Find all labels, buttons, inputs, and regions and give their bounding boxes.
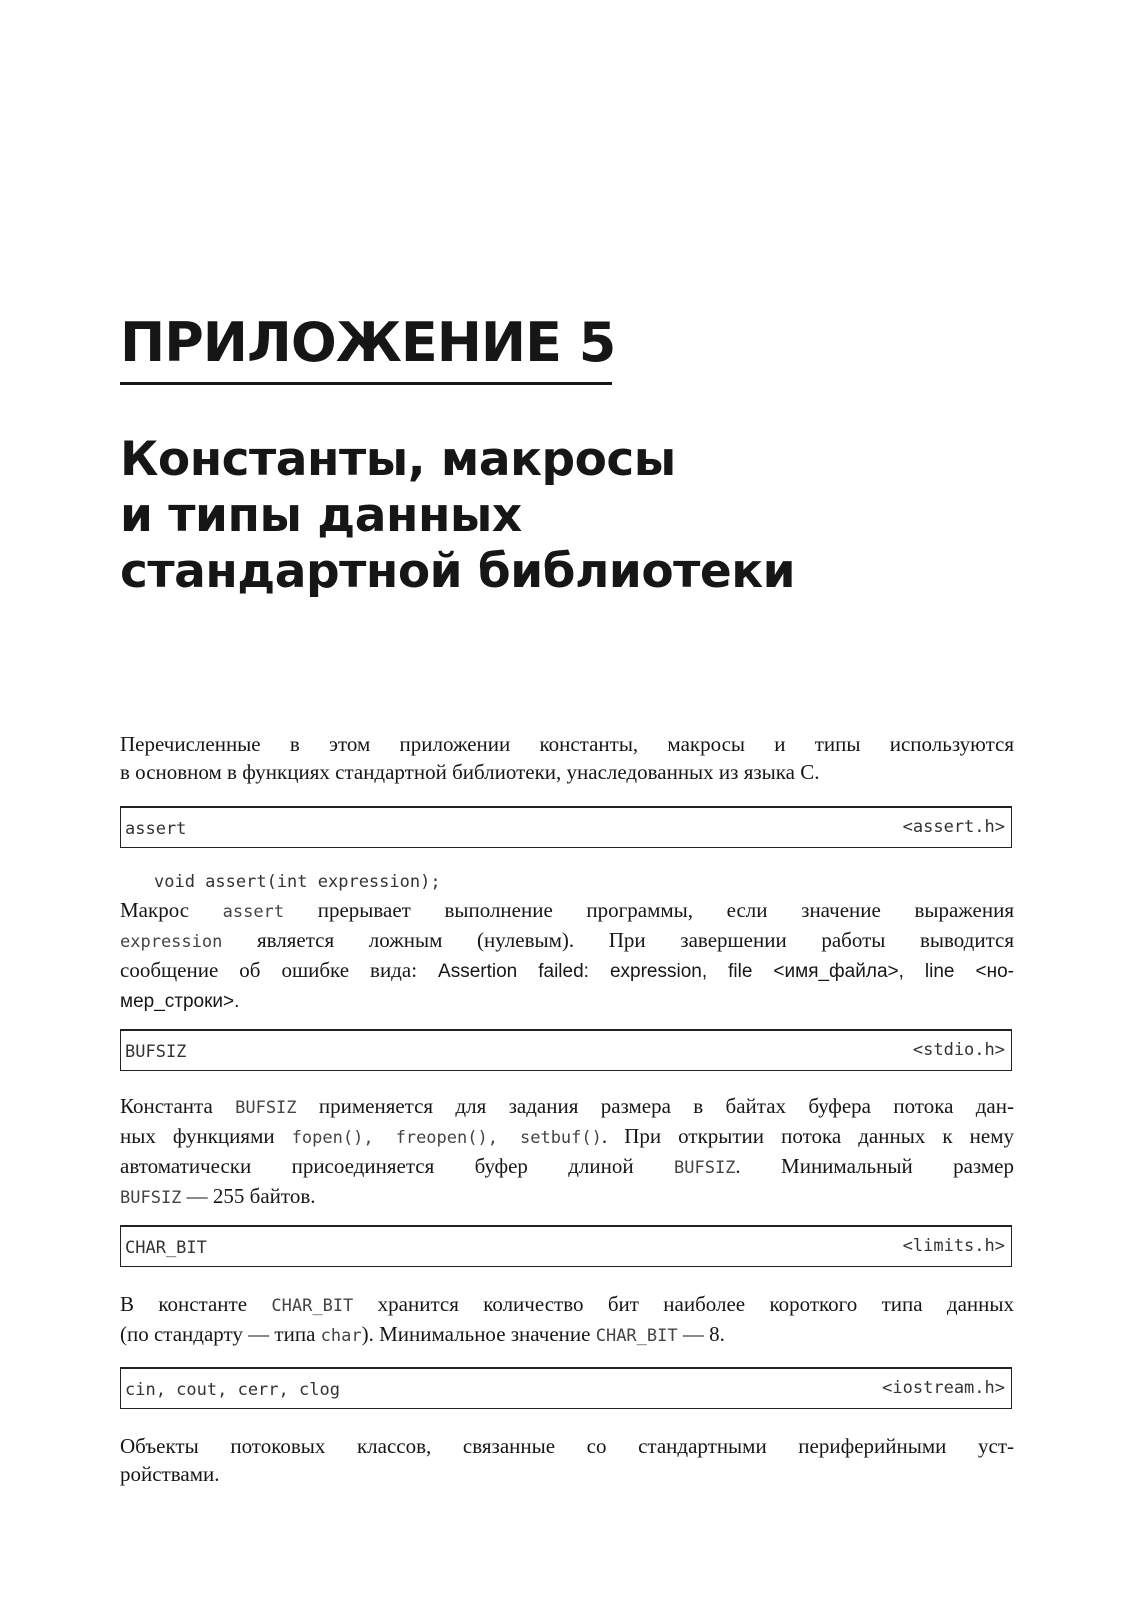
text-run: автоматически присоединяется буфер длиной <box>120 1154 674 1178</box>
code-run: char <box>320 1326 362 1346</box>
sans-run: Assertion failed: expression, file <имя_файла>, line <но- <box>438 961 1014 982</box>
code-run: CHAR_BIT <box>595 1326 678 1346</box>
bufsiz-desc-line-2 <box>120 1122 1014 1152</box>
text-run: . При открытии потока данных к нему <box>601 1124 1015 1148</box>
sans-run: мер_строки>. <box>120 991 240 1012</box>
chapter-title-line-3: стандартной библиотеки <box>120 544 796 599</box>
code-run: assert <box>222 902 285 922</box>
text-run: применяется для задания размера в байтах буфера потока дан- <box>296 1094 1014 1118</box>
streams-description <box>120 1432 1014 1488</box>
streams-desc-line-1: Объекты потоковых классов, связанные со стандартными периферийными уст- <box>120 1434 1014 1458</box>
assert-desc-line-1 <box>120 896 1014 926</box>
text-run: Макрос <box>120 898 223 922</box>
text-run: хранится количество бит наиболее короткого типа данных <box>353 1292 1014 1316</box>
entry-header-file: <assert.h> <box>902 817 1005 837</box>
assert-desc-line-2 <box>120 926 1014 956</box>
chapter-title-line-1: Константы, макросы <box>120 432 676 487</box>
char-bit-description <box>120 1290 1014 1350</box>
text-run: является ложным (нулевым). При завершении работы выводится <box>222 928 1014 952</box>
intro-line-2: в основном в функциях стандартной библиотеки, унаследованных из языка С. <box>120 760 820 784</box>
appendix-label: ПРИЛОЖЕНИЕ 5 <box>120 311 616 374</box>
char-bit-desc-line-1 <box>120 1290 1014 1320</box>
assert-desc-line-3 <box>120 956 1014 986</box>
assert-signature: void assert(int expression); <box>154 872 441 892</box>
code-run: BUFSIZ <box>235 1098 297 1118</box>
assert-description <box>120 896 1014 1016</box>
chapter-title <box>120 432 795 600</box>
assert-desc-line-4 <box>120 986 1014 1016</box>
text-run: . Минимальный размер <box>735 1154 1015 1178</box>
text-run: — 8. <box>677 1322 725 1346</box>
code-run: fopen(), freopen(), setbuf() <box>291 1128 602 1148</box>
entry-header-box-char-bit <box>120 1225 1012 1267</box>
text-run: прерывает выполнение программы, если значение выражения <box>284 898 1014 922</box>
text-run: (по стандарту — типа <box>120 1322 321 1346</box>
bufsiz-desc-line-1 <box>120 1092 1014 1122</box>
entry-name: BUFSIZ <box>125 1042 187 1062</box>
entry-header-box-streams <box>120 1367 1012 1409</box>
bufsiz-description <box>120 1092 1014 1212</box>
text-run: ных функциями <box>120 1124 292 1148</box>
chapter-title-line-2: и типы данных <box>120 488 522 543</box>
text-run: сообщение об ошибке вида: <box>120 958 439 982</box>
code-run: BUFSIZ <box>674 1158 736 1178</box>
text-run: — 255 байтов. <box>181 1184 316 1208</box>
entry-name: cin, cout, cerr, clog <box>125 1380 340 1400</box>
entry-header-file: <iostream.h> <box>882 1378 1005 1398</box>
streams-desc-line-2: ройствами. <box>120 1462 220 1486</box>
char-bit-desc-line-2 <box>120 1320 1014 1350</box>
text-run: В константе <box>120 1292 272 1316</box>
bufsiz-desc-line-4 <box>120 1182 1014 1212</box>
code-run: expression <box>120 932 223 952</box>
entry-header-box-bufsiz <box>120 1029 1012 1071</box>
text-run: Константа <box>120 1094 236 1118</box>
text-run: ). Минимальное значение <box>361 1322 596 1346</box>
appendix-underline <box>120 382 612 385</box>
code-run: CHAR_BIT <box>271 1296 354 1316</box>
entry-header-file: <limits.h> <box>902 1236 1005 1256</box>
intro-line-1: Перечисленные в этом приложении константы, макросы и типы используются <box>120 732 1014 756</box>
intro-paragraph <box>120 730 1014 786</box>
entry-header-file: <stdio.h> <box>912 1040 1005 1060</box>
entry-name: assert <box>125 819 187 839</box>
code-run: BUFSIZ <box>120 1188 182 1208</box>
entry-header-box-assert <box>120 806 1012 848</box>
entry-name: CHAR_BIT <box>125 1238 207 1258</box>
bufsiz-desc-line-3 <box>120 1152 1014 1182</box>
